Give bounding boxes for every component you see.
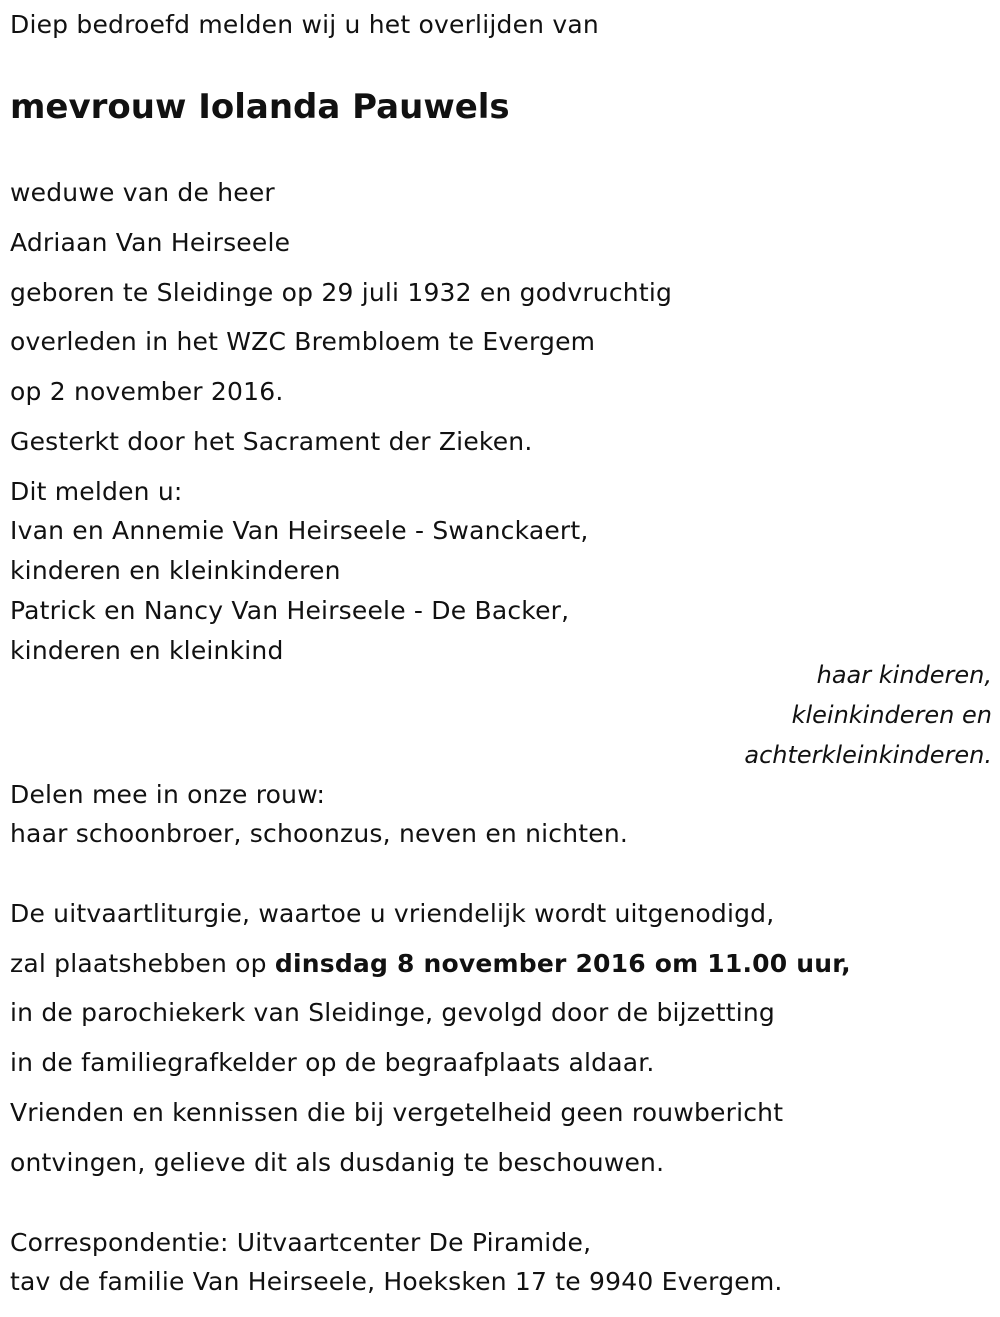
family-line: Patrick en Nancy Van Heirseele - De Backer,	[10, 596, 570, 625]
funeral-date: dinsdag 8 november 2016 om 11.00 uur,	[274, 949, 851, 978]
funeral-line: in de parochiekerk van Sleidinge, gevolgd door de bijzetting	[10, 998, 775, 1027]
family-signature-line: kleinkinderen en	[791, 701, 992, 729]
family-signature-line: achterkleinkinderen.	[744, 741, 992, 769]
funeral-line: De uitvaartliturgie, waartoe u vriendelijk wordt uitgenodigd,	[10, 899, 775, 928]
family-line: kinderen en kleinkind	[10, 636, 284, 665]
mourning-heading: Delen mee in onze rouw:	[10, 780, 326, 809]
funeral-date-line	[10, 949, 851, 979]
funeral-line: in de familiegrafkelder op de begraafplaats aldaar.	[10, 1048, 655, 1077]
detail-line: weduwe van de heer	[10, 178, 275, 207]
funeral-line: Vrienden en kennissen die bij vergetelheid geen rouwbericht	[10, 1098, 784, 1127]
detail-line: op 2 november 2016.	[10, 377, 284, 406]
intro-text: Diep bedroefd melden wij u het overlijden van	[10, 10, 599, 39]
family-line: kinderen en kleinkinderen	[10, 556, 341, 585]
correspondence-line: tav de familie Van Heirseele, Hoeksken 17 te 9940 Evergem.	[10, 1267, 783, 1296]
funeral-line: ontvingen, gelieve dit als dusdanig te beschouwen.	[10, 1148, 665, 1177]
family-line: Ivan en Annemie Van Heirseele - Swanckaert,	[10, 516, 589, 545]
correspondence-line: Correspondentie: Uitvaartcenter De Piramide,	[10, 1228, 592, 1257]
funeral-date-prefix: zal plaatshebben op	[10, 949, 275, 978]
detail-line: Gesterkt door het Sacrament der Zieken.	[10, 427, 533, 456]
deceased-name: mevrouw Iolanda Pauwels	[10, 87, 510, 127]
mourning-text: haar schoonbroer, schoonzus, neven en nichten.	[10, 819, 629, 848]
detail-line: overleden in het WZC Brembloem te Evergem	[10, 327, 596, 356]
detail-line: geboren te Sleidinge op 29 juli 1932 en godvruchtig	[10, 278, 673, 307]
family-heading: Dit melden u:	[10, 477, 183, 506]
family-signature-line: haar kinderen,	[816, 661, 992, 689]
detail-line: Adriaan Van Heirseele	[10, 228, 291, 257]
